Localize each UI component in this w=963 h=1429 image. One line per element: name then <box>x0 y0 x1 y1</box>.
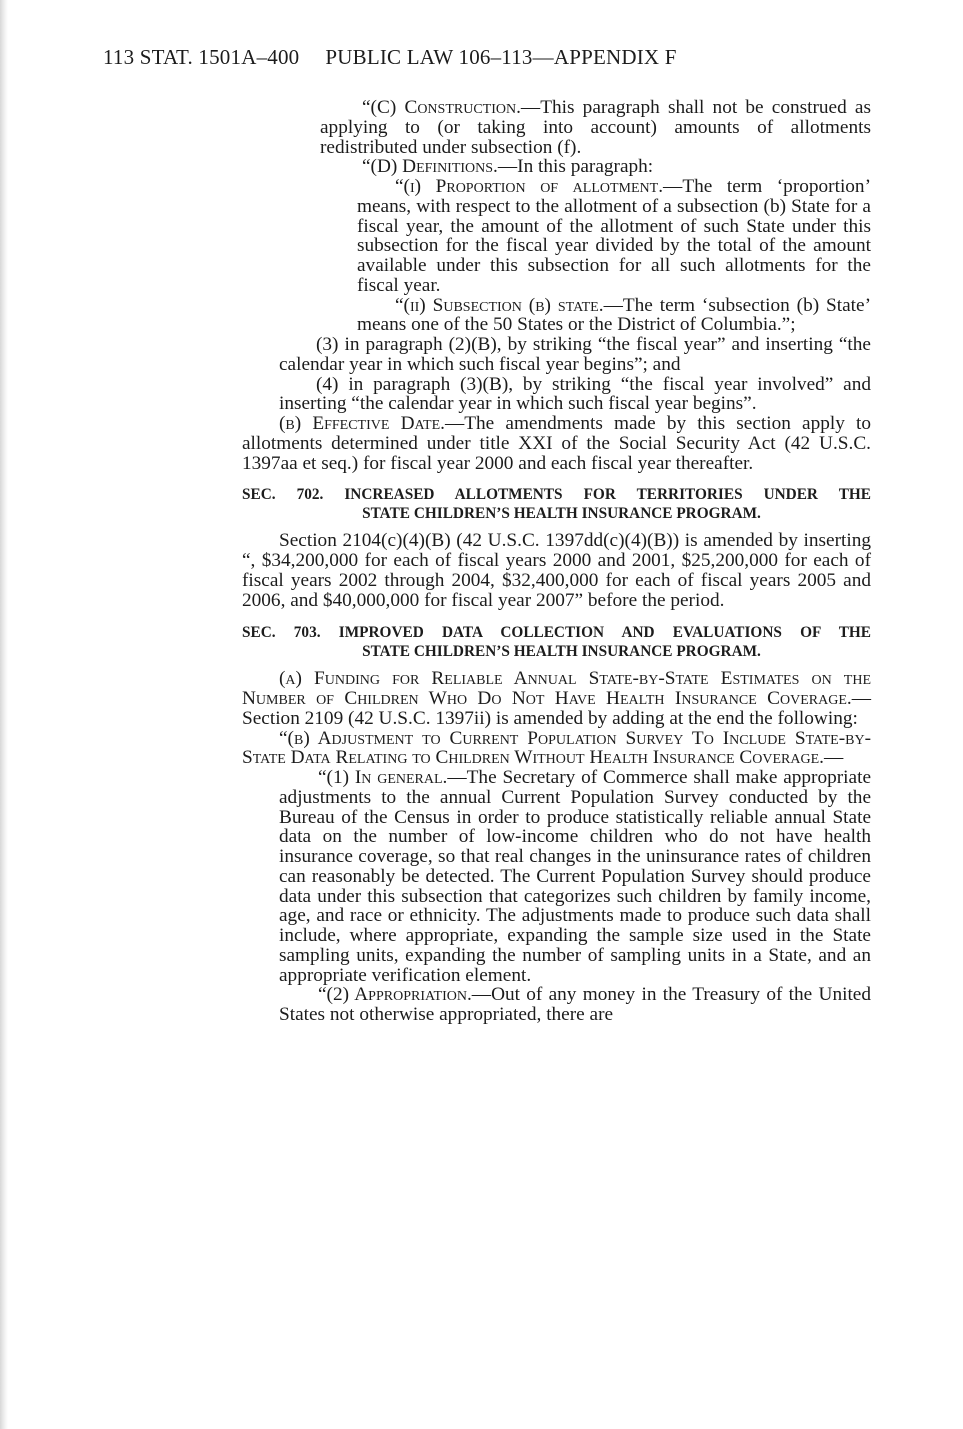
heading-subsection-state: “(ii) Subsection (b) state. <box>395 294 604 316</box>
paragraph-d-definitions <box>242 157 871 177</box>
section-702-heading-line2: STATE CHILDREN’S HEALTH INSURANCE PROGRAM. <box>362 505 761 523</box>
page-scan-edge <box>0 0 8 1429</box>
text-funding: —Section 2109 (42 U.S.C. 1397ii) is amended by adding at the end the following: <box>242 688 871 729</box>
paragraph-ii-subsection-state <box>242 296 871 336</box>
section-702-text: Section 2104(c)(4)(B) (42 U.S.C. 1397dd(c)(4)(B)) is amended by inserting “, $34,200,000 for each of fiscal years 2000 and 2001, $25,200,000 for each of fiscal years 2002 through 2004, $32,400,000 for each of fiscal years 2005 and 2006, and $40,000,000 for fiscal year 2007” before the period. <box>242 530 871 611</box>
running-header <box>103 45 677 70</box>
section-703-heading <box>242 623 871 661</box>
text-definitions: —In this paragraph: <box>497 156 654 178</box>
heading-adjustment: “(b) Adjustment to Current Population Survey To Include State-by-State Data Relating to Children Without Health Insurance Coverage. <box>242 727 871 769</box>
statute-citation: 113 STAT. 1501A–400 <box>103 45 300 69</box>
section-702-heading <box>242 485 871 523</box>
heading-funding: (a) Funding for Reliable Annual State-by-State Estimates on the Number of Children Who Do Not Have Health Insurance Coverage. <box>242 668 871 709</box>
text-effective-date: —The amendments made by this section apply to allotments determined under title XXI of the Social Security Act (42 U.S.C. 1397aa et seq.) for fiscal year 2000 and each fiscal year thereafter. <box>242 413 872 474</box>
paragraph-2-appropriation <box>242 985 871 1025</box>
section-703-heading-line2: STATE CHILDREN’S HEALTH INSURANCE PROGRAM. <box>362 643 761 661</box>
text-appropriation: —Out of any money in the Treasury of the United States not otherwise appropriated, there are <box>279 984 871 1025</box>
section-702-heading-line1: SEC. 702. INCREASED ALLOTMENTS FOR TERRITORIES UNDER THE <box>242 486 871 504</box>
heading-construction: “(C) Construction. <box>362 97 521 118</box>
text-construction: —This paragraph shall not be construed as applying to (or taking into account) amounts of allotments redistributed under subsection (f). <box>320 97 871 158</box>
text-in-general: —The Secretary of Commerce shall make appropriate adjustments to the annual Current Population Survey conducted by the Bureau of the Census in order to produce statistically reliable annual State data on the number of low-income children who do not have health insurance coverage, so that real changes in the uninsurance rates of children can reasonably be detected. The Current Population Survey should produce data under this subsection that categorizes such children by family income, age, and race or ethnicity. The adjustments made to produce such data shall include, where appropriate, expanding the sample size used in the State sampling units, expanding the number of sampling units in a State, and an appropriate verification element. <box>279 767 871 986</box>
text-adjustment: — <box>823 747 844 769</box>
subsection-b-adjustment <box>242 729 871 769</box>
subsection-a-funding <box>242 669 871 728</box>
heading-in-general: “(1) In general. <box>318 767 448 788</box>
paragraph-1-in-general <box>242 768 871 985</box>
heading-proportion: “(i) Proportion of allotment. <box>395 176 664 197</box>
paragraph-3: (3) in paragraph (2)(B), by striking “the fiscal year” and inserting “the calendar year in which such fiscal year begins”; and <box>279 334 871 375</box>
text-subsection-state: —The term ‘subsection (b) State’ means one of the 50 States or the District of Columbia.”; <box>357 294 871 336</box>
heading-effective-date: (b) Effective Date. <box>279 413 445 434</box>
paragraph-i-proportion <box>242 177 871 296</box>
paragraph-4: (4) in paragraph (3)(B), by striking “the fiscal year involved” and inserting “the calendar year in which such fiscal year begins”. <box>279 373 871 415</box>
law-title: PUBLIC LAW 106–113—APPENDIX F <box>325 45 677 69</box>
subsection-b-effective-date <box>242 414 871 473</box>
section-703-heading-line1: SEC. 703. IMPROVED DATA COLLECTION AND EVALUATIONS OF THE <box>242 624 871 642</box>
text-proportion: —The term ‘proportion’ means, with respect to the allotment of a subsection (b) State for a fiscal year, the amount of the allotment of such State under this subsection for the fiscal year divided by the total of the amount available under this subsection for all such allotments for the fiscal year. <box>357 176 871 296</box>
heading-appropriation: “(2) Appropriation. <box>318 984 472 1006</box>
paragraph-c-construction <box>242 98 871 157</box>
heading-definitions: “(D) Definitions. <box>362 156 498 178</box>
page-body <box>242 98 871 1025</box>
